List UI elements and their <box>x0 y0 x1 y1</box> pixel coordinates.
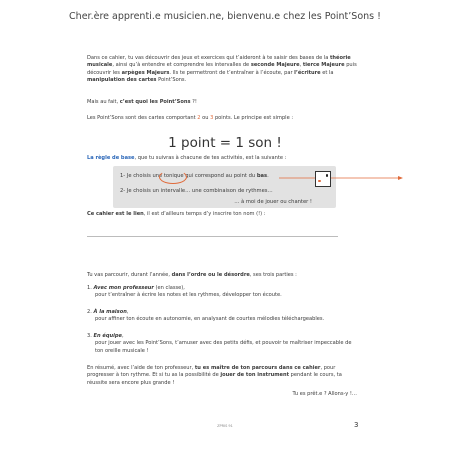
closing-line: Tu es prêt.e ? Allons-y !… <box>292 391 357 397</box>
link-text: , il est d’ailleurs temps d’y inscrire ton nom (!) : <box>143 211 266 217</box>
summary-text: En résumé, avec l’aide de ton professeur, <box>87 365 195 371</box>
question-bold: c’est quoi les Point’Sons <box>119 99 191 105</box>
rule-line <box>87 155 357 162</box>
part-extra: , <box>121 333 124 339</box>
part-1 <box>87 285 357 300</box>
part-title: En équipe <box>93 333 122 339</box>
point-card-icon <box>315 171 331 187</box>
intro-paragraph <box>87 55 357 85</box>
intro-text: puis découvrir les <box>87 62 357 76</box>
intro-bold: seconde Majeure <box>250 62 300 69</box>
cards-text: Les Point’Sons sont des cartes comportant <box>87 115 198 121</box>
part-desc: pour t’entraîner à écrire les notes et les rythmes, développer ton écoute. <box>95 292 282 299</box>
intro-text: et la <box>320 69 334 76</box>
cards-number: 2 <box>197 115 201 121</box>
card-dot-bottom <box>318 180 321 183</box>
intro-text: . Ils te permettront de t’entraîner à l’écoute, par <box>169 69 295 76</box>
summary-text: pendant le cours, ta réussite sera encore plus grande ! <box>87 372 342 386</box>
part-3 <box>87 333 357 355</box>
intro-text: Dans ce cahier, tu vas découvrir des jeux et exercices qui t’aideront à te saisir des bases de la <box>87 55 330 61</box>
link-bold: Ce cahier est le lien <box>87 211 144 217</box>
part-number: 2. <box>87 309 92 315</box>
part-2 <box>87 309 357 324</box>
summary-bold: tu es maître de ton parcours dans ce cahier <box>194 365 321 371</box>
step-text: 1- Je choisis une <box>120 173 164 179</box>
rule-box <box>113 166 336 208</box>
step-text: qui correspond au point du <box>183 173 257 179</box>
rule-text: , que tu suivras à chacune de tes activités, est la suivante : <box>134 155 287 161</box>
journey-text: Tu vas parcourir, durant l’année, <box>87 272 172 278</box>
part-number: 1. <box>87 285 92 291</box>
circle-mark <box>159 170 187 184</box>
summary-text: , pour progresser à ton rythme. Et si tu as la possibilité de <box>87 365 336 379</box>
question-text: ?! <box>190 99 197 105</box>
cards-text: points. Le principe est simple : <box>213 115 294 121</box>
part-title: À la maison <box>93 309 127 315</box>
intro-bold: arpèges Majeurs <box>121 69 170 76</box>
journey-line <box>87 272 357 279</box>
intro-bold: théorie musicale <box>87 55 351 69</box>
summary-paragraph <box>87 365 357 387</box>
link-line <box>87 211 357 218</box>
rule-step-3: … à moi de jouer ou chanter ! <box>234 199 312 205</box>
intro-bold: tierce Majeure <box>302 62 345 69</box>
part-extra: (en classe), <box>153 285 185 291</box>
question-text: Mais au fait, <box>87 99 120 105</box>
intro-bold: l’écriture <box>294 69 321 76</box>
intro-text: , ainsi qu’à entendre et comprendre les intervalles de <box>112 62 251 69</box>
tonique-word: tonique <box>163 173 184 179</box>
card-dot-top <box>326 174 329 177</box>
motto: 1 point = 1 son ! <box>168 135 282 151</box>
question-line <box>87 99 357 106</box>
journey-bold: dans l’ordre ou le désordre <box>171 272 250 278</box>
cards-line <box>87 115 357 122</box>
part-number: 3. <box>87 333 92 339</box>
page-title: Cher.ère apprenti.e musicien.ne, bienvenu.e chez les Point’Sons ! <box>69 11 381 22</box>
rule-step-1 <box>120 173 269 179</box>
step-bold: bas <box>256 173 268 179</box>
part-extra: , <box>126 309 129 315</box>
step-text: . <box>267 173 269 179</box>
rule-step-2: 2- Je choisis un intervalle… une combinaison de rythmes… <box>120 188 273 194</box>
intro-text: Point’Sons. <box>156 77 187 84</box>
intro-bold: manipulation des cartes <box>87 77 157 84</box>
journey-text: , ses trois parties : <box>249 272 297 278</box>
part-desc: pour affiner ton écoute en autonomie, en analysant de courtes mélodies téléchargeables. <box>95 316 325 323</box>
summary-bold: jouer de ton instrument <box>220 372 290 379</box>
intro-text: , <box>299 62 303 69</box>
cards-text: ou <box>200 115 211 121</box>
footer-code: ZPRIS 91 <box>217 424 233 428</box>
page-number: 3 <box>354 421 359 429</box>
part-title: Avec mon professeur <box>93 285 154 291</box>
name-line[interactable] <box>87 236 338 237</box>
cards-number: 3 <box>210 115 214 121</box>
part-desc: pour jouer avec les Point’Sons, t’amuser avec des petits défis, et pouvoir te maîtriser impeccable de ton oreille musicale ! <box>95 340 352 354</box>
rule-bold: La règle de base <box>87 155 135 161</box>
step-tonique <box>164 173 184 179</box>
arrow-icon <box>279 175 403 181</box>
